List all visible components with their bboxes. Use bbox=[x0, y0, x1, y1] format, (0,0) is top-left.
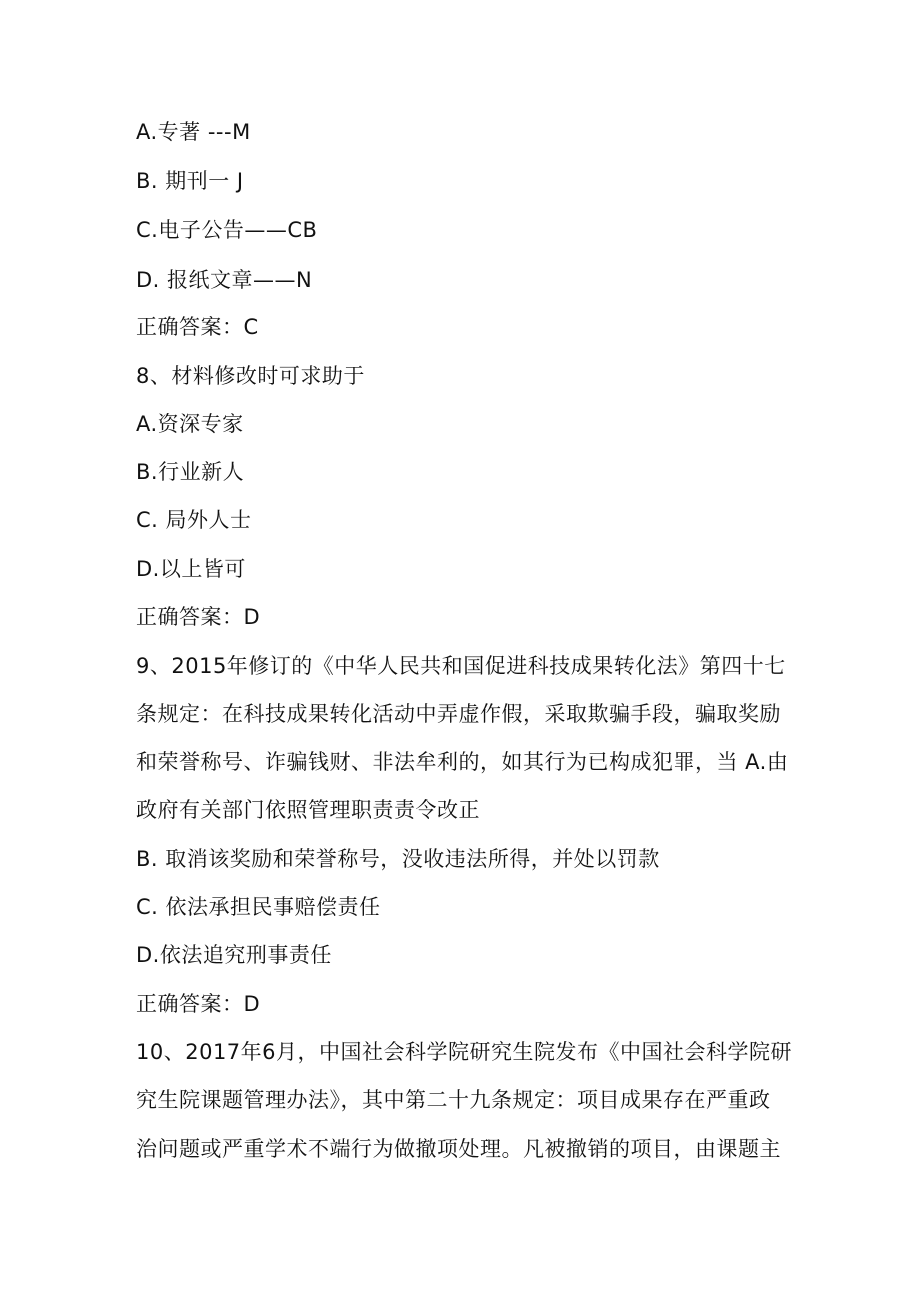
q9-option-d: D.依法追究刑事责任 bbox=[136, 943, 332, 967]
q10-question-line-1: 10、2017年6月，中国社会科学院研究生院发布《中国社会科学院研 bbox=[136, 1040, 793, 1064]
q9-option-c: C. 依法承担民事赔偿责任 bbox=[136, 895, 381, 919]
q9-option-b: B. 取消该奖励和荣誉称号，没收违法所得，并处以罚款 bbox=[136, 847, 660, 871]
q8-answer: 正确答案：D bbox=[136, 605, 261, 629]
q9-question-line-2: 条规定：在科技成果转化活动中弄虚作假，采取欺骗手段，骗取奖励 bbox=[136, 702, 781, 726]
q8-question: 8、材料修改时可求助于 bbox=[136, 364, 365, 388]
q8-option-a: A.资深专家 bbox=[136, 412, 244, 436]
q7-option-d: D. 报纸文章——N bbox=[136, 268, 313, 292]
q7-answer: 正确答案：C bbox=[136, 315, 259, 339]
q8-option-b: B.行业新人 bbox=[136, 460, 245, 484]
q7-option-a: A.专著 ---M bbox=[136, 120, 251, 144]
q9-question-line-4: 政府有关部门依照管理职责责令改正 bbox=[136, 798, 480, 822]
q9-question-line-1: 9、2015年修订的《中华人民共和国促进科技成果转化法》第四十七 bbox=[136, 654, 786, 678]
q9-answer: 正确答案：D bbox=[136, 992, 261, 1016]
q7-option-b: B. 期刊一 J bbox=[136, 169, 244, 193]
q8-option-d: D.以上皆可 bbox=[136, 557, 246, 581]
q9-question-line-3: 和荣誉称号、诈骗钱财、非法牟利的，如其行为已构成犯罪，当 A.由 bbox=[136, 750, 789, 774]
q7-option-c: C.电子公告——CB bbox=[136, 218, 318, 242]
q10-question-line-3: 治问题或严重学术不端行为做撤项处理。凡被撤销的项目，由课题主 bbox=[136, 1137, 781, 1161]
q8-option-c: C. 局外人士 bbox=[136, 508, 252, 532]
q10-question-line-2: 究生院课题管理办法》，其中第二十九条规定：项目成果存在严重政 bbox=[136, 1088, 771, 1112]
